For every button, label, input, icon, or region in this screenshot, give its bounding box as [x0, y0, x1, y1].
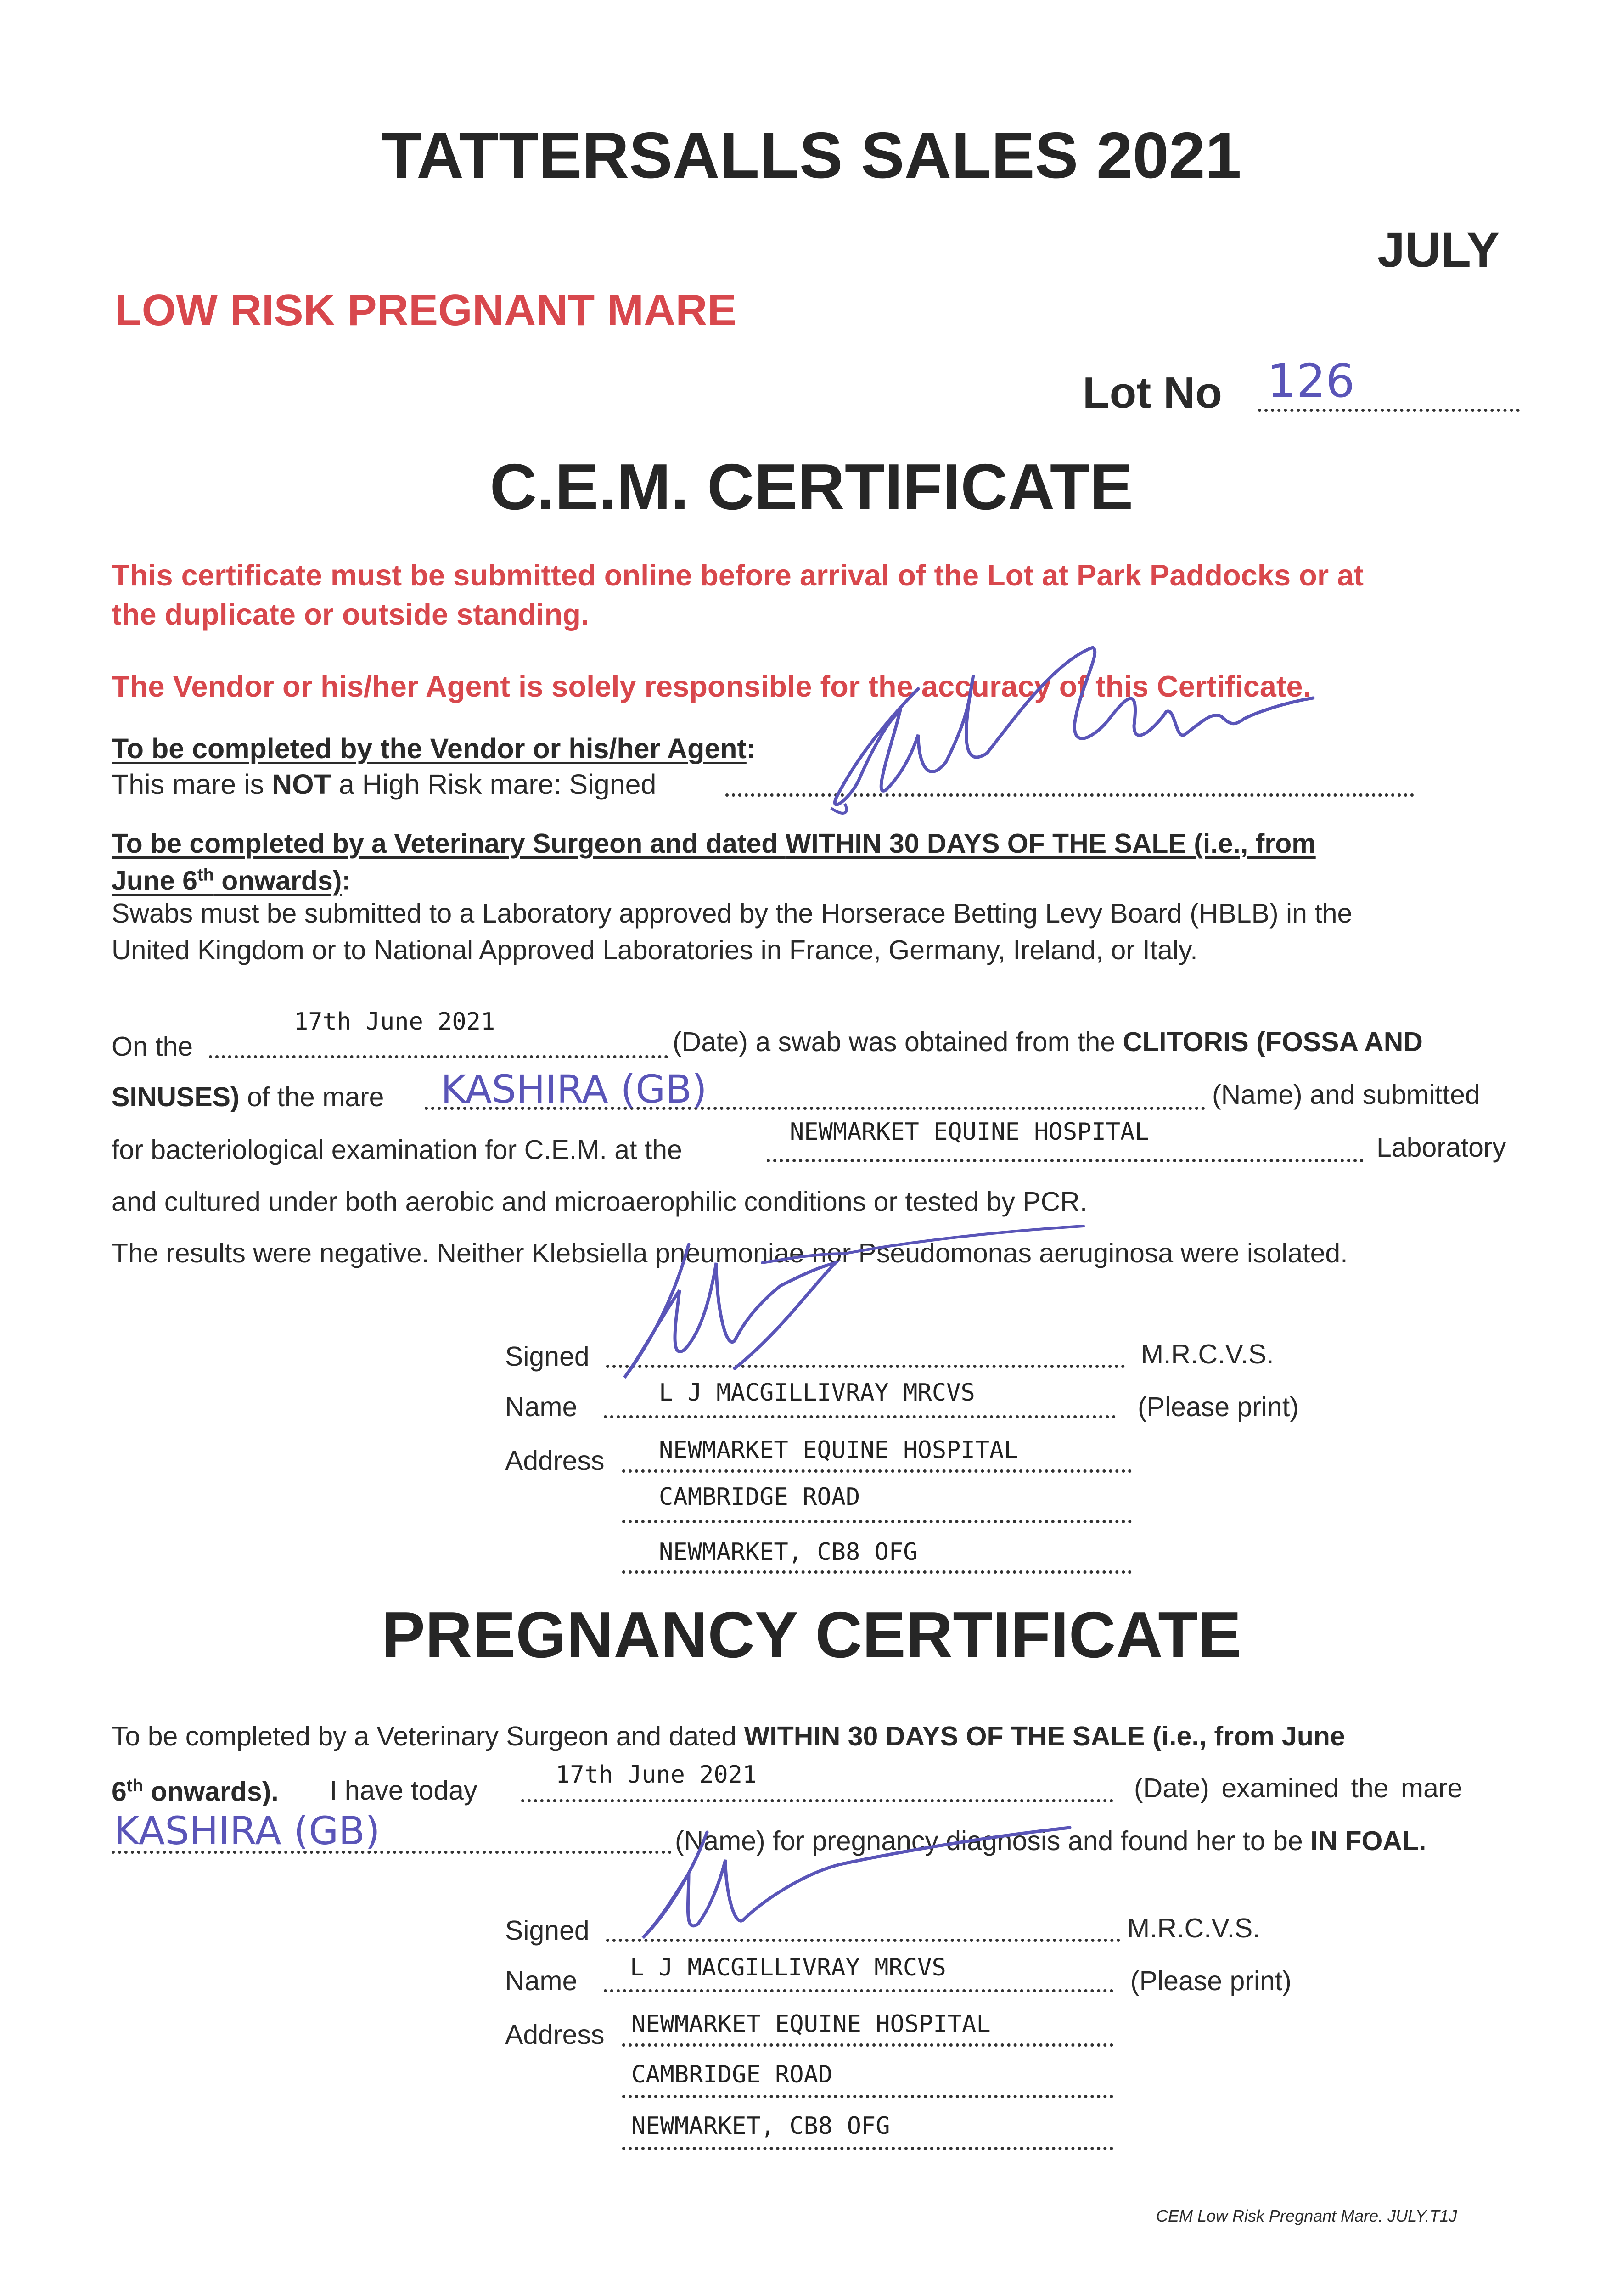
cem-address-dots-2: [622, 1520, 1132, 1523]
preg-address-dots-3: [622, 2147, 1113, 2150]
exam-prefix: for bacteriological examination for C.E.M. at the: [112, 1135, 682, 1165]
of-the-mare-label: of the mare: [239, 1082, 384, 1112]
pregnancy-title: PREGNANCY CERTIFICATE: [382, 1598, 1241, 1671]
vendor-signature-scribble: [781, 634, 1414, 845]
pregnancy-sixth: 6: [112, 1776, 127, 1807]
cem-vet-name: L J MACGILLIVRAY MRCVS: [659, 1379, 975, 1407]
culture-statement: and cultured under both aerobic and microaerophilic conditions or tested by PCR.: [112, 1187, 1088, 1217]
swab-date-value: 17th June 2021: [294, 1008, 495, 1035]
results-statement: The results were negative. Neither Klebsiella pneumoniae nor Pseudomonas aeruginosa were isolated.: [112, 1238, 1348, 1268]
mare-name-suffix: (Name) and submitted: [1212, 1080, 1480, 1110]
vet-heading-part-4: June 6: [112, 865, 197, 896]
notice-online-line-1: This certificate must be submitted online before arrival of the Lot at Park Paddocks or at: [112, 558, 1364, 592]
lab-dots: [767, 1159, 1364, 1162]
lot-number: 126: [1267, 354, 1355, 408]
vet-heading-part-3: (i.e., from: [1186, 828, 1316, 859]
footer-reference: CEM Low Risk Pregnant Mare. JULY.T1J: [1156, 2206, 1457, 2225]
preg-mrcvs-label: M.R.C.V.S.: [1127, 1913, 1260, 1943]
swab-date-suffix: [673, 1029, 1423, 1056]
notice-online-line-2: the duplicate or outside standing.: [112, 597, 590, 631]
cem-address-line-3: NEWMARKET, CB8 OFG: [659, 1538, 918, 1566]
cem-address-dots-3: [622, 1570, 1132, 1574]
mare-line: [112, 1084, 384, 1111]
vendor-statement-pre: This mare is: [112, 769, 272, 800]
cem-address-line-1: NEWMARKET EQUINE HOSPITAL: [659, 1436, 1018, 1464]
preg-vet-name: L J MACGILLIVRAY MRCVS: [630, 1954, 946, 1981]
preg-address-line-1: NEWMARKET EQUINE HOSPITAL: [631, 2010, 991, 2038]
vendor-heading-text: To be completed by the Vendor or his/her Agent: [112, 733, 747, 764]
preg-name-label: Name: [505, 1966, 578, 1996]
swab-site-bold-1: CLITORIS (FOSSA AND: [1123, 1027, 1423, 1057]
preg-please-print: (Please print): [1130, 1966, 1292, 1996]
pregnancy-line-2-start: [112, 1777, 279, 1806]
vet-heading-line-2: June 6th onwards):: [112, 865, 351, 896]
cem-address-label: Address: [505, 1446, 605, 1476]
vet-heading-line-2-text: [112, 866, 342, 896]
cem-signed-label: Signed: [505, 1341, 590, 1372]
vet-heading-sup: th: [197, 865, 214, 884]
preg-address-dots-1: [622, 2043, 1113, 2047]
cem-please-print: (Please print): [1138, 1392, 1299, 1422]
lab-suffix: Laboratory: [1376, 1132, 1506, 1163]
lab-value: NEWMARKET EQUINE HOSPITAL: [790, 1118, 1149, 1146]
pregnancy-vet-signature-scribble: [611, 1814, 1116, 1970]
preg-address-line-3: NEWMARKET, CB8 OFG: [631, 2112, 890, 2140]
pregnancy-line-1-bold: WITHIN 30 DAYS OF THE SALE (i.e., from June: [744, 1721, 1345, 1751]
cem-title: C.E.M. CERTIFICATE: [489, 450, 1134, 523]
mare-category: LOW RISK PREGNANT MARE: [115, 286, 737, 335]
pregnancy-date-dots: [521, 1799, 1113, 1802]
date-dots: [209, 1055, 668, 1058]
swab-line-1: Swabs must be submitted to a Laboratory approved by the Horserace Betting Levy Board (HBLB) in the: [112, 898, 1353, 929]
pregnancy-have-today: I have today: [330, 1775, 477, 1806]
swab-date-suffix-text: (Date) a swab was obtained from the: [673, 1027, 1123, 1057]
cem-address-line-2: CAMBRIDGE ROAD: [659, 1483, 860, 1511]
vet-heading-part-2: WITHIN 30 DAYS OF THE SALE: [785, 828, 1186, 859]
on-the-label: On the: [112, 1031, 193, 1062]
mare-name-value: KASHIRA (GB): [441, 1067, 707, 1112]
notice-vendor-responsibility: The Vendor or his/her Agent is solely responsible for the accuracy of this Certificate.: [112, 670, 1311, 703]
preg-address-line-2: CAMBRIDGE ROAD: [631, 2061, 833, 2088]
pregnancy-date-value: 17th June 2021: [556, 1761, 757, 1789]
vendor-statement-post: a High Risk mare: Signed: [331, 769, 657, 800]
sale-month: JULY: [1377, 222, 1500, 277]
vendor-heading: To be completed by the Vendor or his/her Agent:: [112, 733, 756, 764]
vendor-statement-not: NOT: [272, 769, 331, 800]
cem-vet-signature-scribble: [597, 1212, 1102, 1405]
preg-address-dots-2: [622, 2095, 1113, 2098]
cem-address-dots-1: [622, 1469, 1132, 1473]
cem-name-dots: [604, 1415, 1116, 1418]
pregnancy-line-1-pre: To be completed by a Veterinary Surgeon and dated: [112, 1721, 744, 1751]
lot-label: Lot No: [1083, 368, 1222, 417]
swab-site-bold-2: SINUSES): [112, 1082, 240, 1112]
vet-heading-part-1: To be completed by a Veterinary Surgeon and dated: [112, 828, 786, 859]
pregnancy-sixth-sup: th: [126, 1776, 143, 1795]
pregnancy-date-suffix: (Date) examined the mare: [1134, 1773, 1463, 1803]
preg-address-label: Address: [505, 2020, 605, 2050]
vendor-statement: [112, 771, 656, 799]
pregnancy-in-foal: IN FOAL.: [1310, 1826, 1426, 1856]
pregnancy-onwards: onwards).: [143, 1776, 279, 1807]
cem-name-label: Name: [505, 1392, 578, 1422]
lot-dots: [1258, 409, 1520, 412]
pregnancy-line-1: [112, 1723, 1345, 1750]
cem-mrcvs-label: M.R.C.V.S.: [1141, 1339, 1274, 1369]
pregnancy-mare-name: KASHIRA (GB): [114, 1808, 380, 1853]
document-title: TATTERSALLS SALES 2021: [382, 119, 1241, 192]
preg-name-dots: [604, 1989, 1113, 1992]
vet-heading-part-5: onwards): [213, 865, 342, 896]
pregnancy-line-3-text: (Name) for pregnancy diagnosis and found her to be: [675, 1826, 1311, 1856]
swab-line-2: United Kingdom or to National Approved Laboratories in France, Germany, Ireland, or Italy.: [112, 935, 1198, 965]
preg-signed-label: Signed: [505, 1915, 590, 1946]
